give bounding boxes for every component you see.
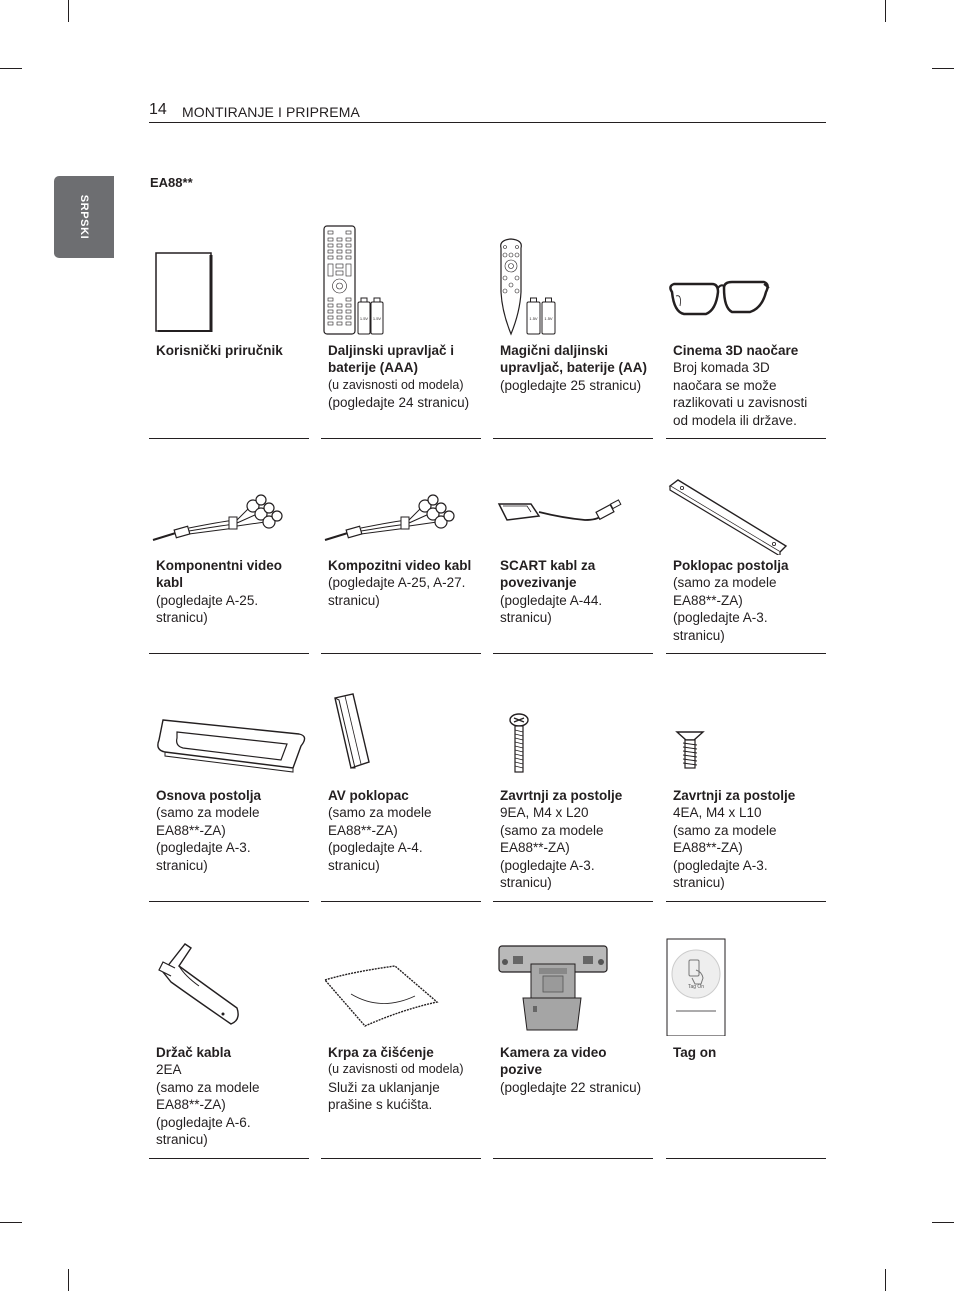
accessory-item: [666, 222, 826, 439]
item-description: (pogledajte A-25. stranicu): [156, 592, 259, 626]
language-tab: [54, 176, 114, 258]
item-description: (pogledajte 24 stranicu): [328, 395, 470, 411]
video-call-camera-image: [493, 936, 653, 1036]
item-description: (samo za modele EA88**-ZA) (pogledajte A-3. stranicu): [156, 805, 260, 873]
item-title: Zavrtnji za postolje: [673, 788, 796, 803]
magic-remote-image: [493, 222, 653, 337]
crop-mark: [68, 0, 69, 22]
divider: [149, 1158, 309, 1159]
item-description: (pogledajte 25 stranicu): [500, 377, 642, 393]
crop-mark: [68, 1269, 69, 1291]
item-description: (samo za modele EA88**-ZA) (pogledajte A-4. stranicu): [328, 805, 432, 873]
accessory-item: [493, 470, 653, 654]
scart-cable-image: [493, 470, 653, 555]
divider: [321, 653, 481, 654]
divider: [149, 653, 309, 654]
crop-mark: [885, 1269, 886, 1291]
divider: [666, 438, 826, 439]
crop-mark: [932, 68, 954, 69]
divider: [321, 438, 481, 439]
accessory-item: [666, 688, 826, 902]
accessory-item: [666, 936, 826, 1159]
item-title: Kamera za video pozive: [500, 1045, 607, 1078]
item-description: 4EA, M4 x L10 (samo za modele EA88**-ZA) (pogledajte A-3. stranicu): [673, 805, 777, 891]
page-number: 14: [149, 101, 167, 118]
accessory-item: [149, 222, 309, 439]
battery-label: 1.5V: [372, 316, 382, 321]
composite-cable-image: [321, 470, 481, 555]
item-description: Služi za uklanjanje prašine s kućišta.: [328, 1079, 440, 1113]
item-title: Poklopac postolja: [673, 558, 789, 573]
item-description: (pogledajte 22 stranicu): [500, 1079, 642, 1095]
battery-label: 1.5V: [529, 316, 538, 321]
item-note: (u zavisnosti od modela): [328, 1062, 464, 1077]
accessory-item: [493, 936, 653, 1159]
divider: [666, 901, 826, 902]
item-title: Osnova postolja: [156, 788, 262, 803]
crop-mark: [932, 1222, 954, 1223]
screw-l20-image: [493, 688, 653, 788]
divider: [493, 653, 653, 654]
remote-control-image: [321, 222, 481, 337]
divider: [493, 438, 653, 439]
screw-l10-image: [666, 688, 826, 788]
language-tab-label: SRPSKI: [78, 194, 90, 240]
user-manual-image: [149, 222, 309, 337]
model-heading: EA88**: [150, 175, 193, 190]
crop-mark: [0, 68, 22, 69]
crop-mark: [0, 1222, 22, 1223]
stand-cover-image: [666, 470, 826, 555]
accessory-item: [321, 688, 481, 902]
item-title: Kompozitni video kabl: [328, 558, 472, 573]
item-title: Magični daljinski upravljač, baterije (AA): [500, 343, 648, 376]
divider: [666, 653, 826, 654]
component-cable-image: [149, 470, 309, 555]
item-description: (samo za modele EA88**-ZA) (pogledajte A-3. stranicu): [673, 575, 777, 643]
item-title: Zavrtnji za postolje: [500, 788, 623, 803]
section-title: MONTIRANJE I PRIPREMA: [182, 104, 360, 120]
item-description: Broj komada 3D naočara se može razlikovati u zavisnosti od modela ili države.: [673, 360, 808, 428]
item-description: 2EA (samo za modele EA88**-ZA) (pogledajte A-6. stranicu): [156, 1062, 260, 1148]
item-title: Tag on: [673, 1045, 717, 1060]
item-title: AV poklopac: [328, 788, 409, 803]
divider: [666, 1158, 826, 1159]
item-title: Komponentni video kabl: [156, 558, 282, 591]
divider: [321, 1158, 481, 1159]
divider: [149, 901, 309, 902]
accessory-item: [666, 470, 826, 654]
cleaning-cloth-image: [321, 936, 481, 1036]
cable-holder-image: [149, 936, 309, 1036]
item-title: Cinema 3D naočare: [673, 343, 799, 358]
item-title: Krpa za čišćenje: [328, 1045, 434, 1060]
item-title: Daljinski upravljač i baterije (AAA): [328, 343, 455, 376]
battery-label: 1.5V: [359, 316, 369, 321]
stand-base-image: [149, 688, 309, 788]
divider: [321, 901, 481, 902]
item-title: SCART kabl za povezivanje: [500, 558, 596, 591]
item-note: (u zavisnosti od modela): [328, 377, 464, 392]
item-title: Korisnički priručnik: [156, 343, 283, 358]
accessory-item: [149, 470, 309, 654]
divider: [493, 1158, 653, 1159]
item-description: 9EA, M4 x L20 (samo za modele EA88**-ZA) (pogledajte A-3. stranicu): [500, 805, 604, 891]
divider: [149, 438, 309, 439]
av-cover-image: [321, 688, 481, 788]
page-header: [149, 101, 826, 123]
item-title: Držač kabla: [156, 1045, 232, 1060]
crop-mark: [885, 0, 886, 22]
tag-on-image: [666, 936, 826, 1036]
divider: [493, 901, 653, 902]
accessory-item: [149, 688, 309, 902]
accessory-item: [321, 470, 481, 654]
item-description: (pogledajte A-44. stranicu): [500, 592, 603, 626]
3d-glasses-image: [666, 222, 826, 337]
accessory-item: [149, 936, 309, 1159]
tag-on-label: Tag On: [687, 984, 705, 990]
item-description: (pogledajte A-25, A-27. stranicu): [328, 575, 466, 608]
battery-label: 1.5V: [544, 316, 553, 321]
accessory-item: [493, 688, 653, 902]
accessory-item: [321, 222, 481, 439]
accessory-item: [493, 222, 653, 439]
accessory-item: [321, 936, 481, 1159]
